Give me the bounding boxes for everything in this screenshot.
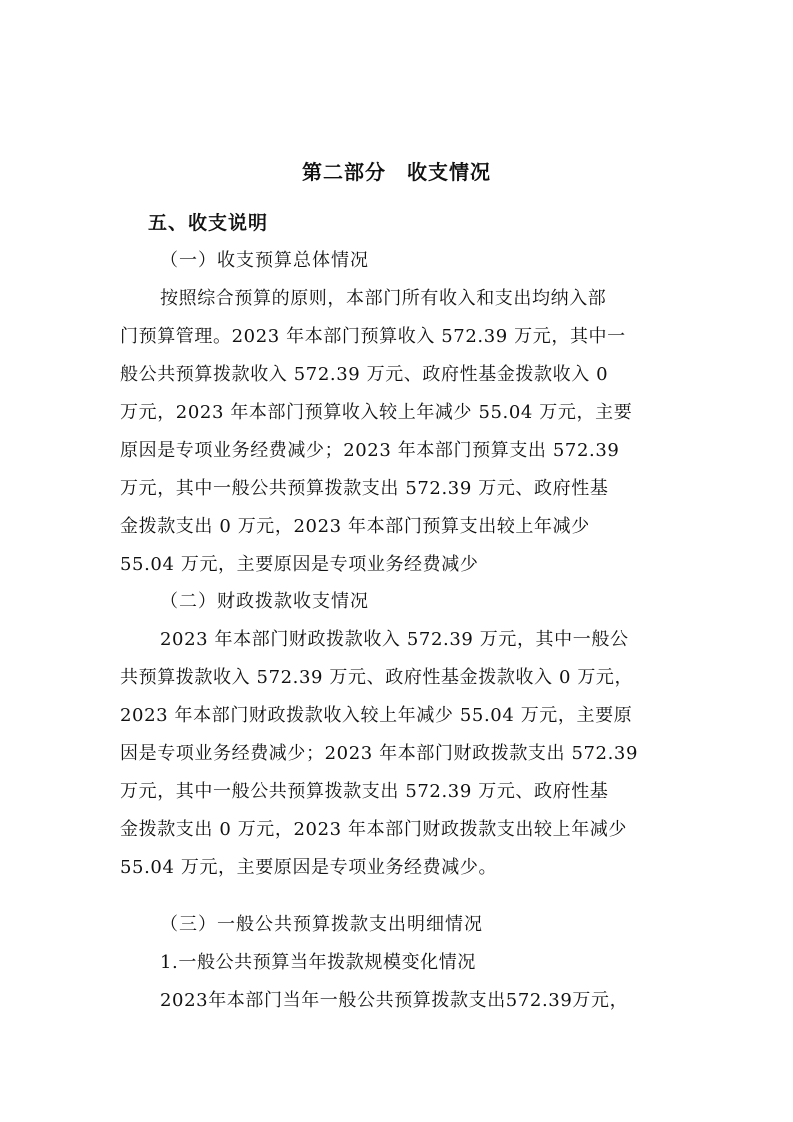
paragraph-line: 万元，2023 年本部门预算收入较上年减少 55.04 万元，主要	[120, 402, 633, 423]
paragraph-line: 2023 年本部门财政拨款收入 572.39 万元，其中一般公	[160, 629, 629, 650]
subsection-heading-1: （一）收支预算总体情况	[160, 250, 369, 271]
paragraph-line: 因是专项业务经费减少；2023 年本部门财政拨款支出 572.39	[120, 743, 639, 764]
paragraph-line: 按照综合预算的原则，本部门所有收入和支出均纳入部	[160, 288, 607, 309]
paragraph-line: 2023年本部门当年一般公共预算拨款支出572.39万元，	[160, 990, 629, 1011]
paragraph-line: 万元，其中一般公共预算拨款支出 572.39 万元、政府性基	[120, 781, 609, 802]
paragraph-line: 55.04 万元，主要原因是专项业务经费减少。	[120, 857, 498, 878]
paragraph-line: 共预算拨款收入 572.39 万元、政府性基金拨款收入 0 万元，	[120, 667, 634, 688]
paragraph-line: 万元，其中一般公共预算拨款支出 572.39 万元、政府性基	[120, 478, 609, 499]
paragraph-line: 门预算管理。2023 年本部门预算收入 572.39 万元，其中一	[120, 326, 626, 347]
paragraph-line: 55.04 万元，主要原因是专项业务经费减少	[120, 554, 479, 575]
paragraph-line: 原因是专项业务经费减少；2023 年本部门预算支出 572.39	[120, 440, 620, 461]
paragraph-line: 金拨款支出 0 万元，2023 年本部门财政拨款支出较上年减少	[120, 819, 628, 840]
subsection-heading-3: （三）一般公共预算拨款支出明细情况	[160, 914, 483, 935]
paragraph-line: 般公共预算拨款收入 572.39 万元、政府性基金拨款收入 0	[120, 364, 609, 385]
section-heading: 五、收支说明	[148, 212, 269, 234]
page-title: 第二部分 收支情况	[302, 160, 491, 184]
paragraph-line: 金拨款支出 0 万元，2023 年本部门预算支出较上年减少	[120, 516, 590, 537]
item-heading: 1.一般公共预算当年拨款规模变化情况	[160, 952, 476, 973]
subsection-heading-2: （二）财政拨款收支情况	[160, 591, 369, 612]
paragraph-line: 2023 年本部门财政拨款收入较上年减少 55.04 万元，主要原	[120, 705, 633, 726]
